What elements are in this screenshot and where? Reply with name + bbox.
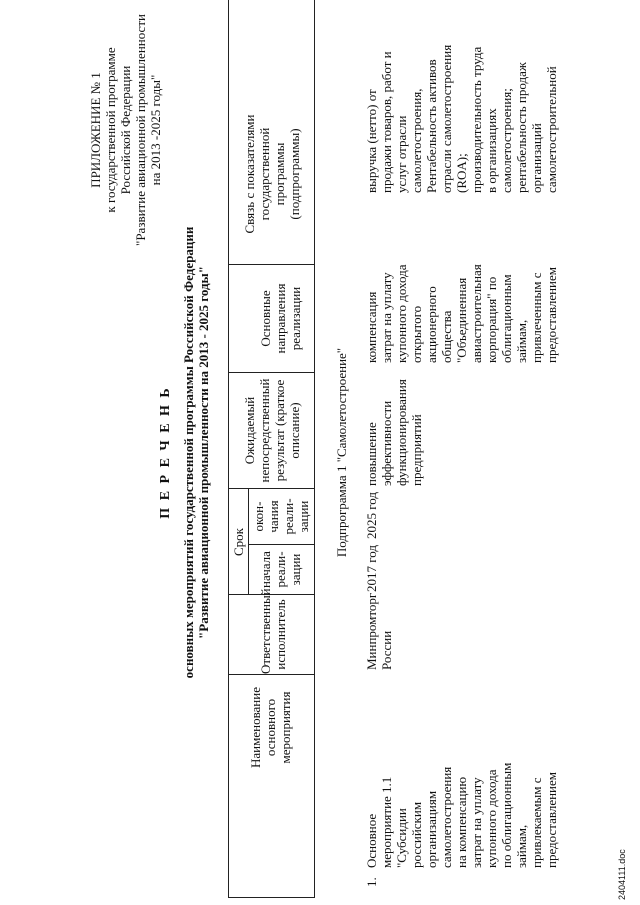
table-border-left — [228, 897, 314, 898]
term-subheader-divider — [248, 489, 249, 595]
row-number: 1. — [364, 877, 379, 887]
header-name: Наименование основного мероприятия — [248, 687, 293, 768]
header-link: Связь с показателями государственной программы (подпрограммы) — [242, 114, 302, 234]
row-executor: Минпромторг России — [364, 592, 394, 670]
appendix-line-3: Российской Федерации — [118, 65, 133, 195]
row-result: повышение эффективности функционирования предприятий — [364, 379, 424, 486]
heading-line-2: "Развитие авиационной промышленности на 2013 - 2025 годы" — [196, 266, 211, 639]
row-link: выручка (нетто) от продажи товаров, работ и услуг отрасли самолетостроения, Рентабельность активов отрасли самолетостроения (ROA); производительность труда в организациях самолетостроения; рентабельность продаж организаций самолетостроительной — [364, 44, 559, 193]
header-start: начала реали- зации — [258, 551, 303, 588]
row-start: 2017 год — [364, 545, 379, 592]
appendix-title: ПРИЛОЖЕНИЕ № 1 — [88, 72, 103, 188]
header-end: окон- чания реали- зации — [251, 498, 311, 535]
appendix-line-2: к государственной программе — [103, 47, 118, 213]
header-result: Ожидаемый непосредственный результат (краткое описание) — [242, 378, 302, 483]
subprogram-label: Подпрограмма 1 "Самолетостроение" — [334, 347, 349, 558]
row-name: Основное мероприятие 1.1 "Субсидии российским организациям самолетостроения на компенсацию затрат на уплату купонного дохода по облигационным займам, привлекаемым с предоставлением — [364, 762, 559, 868]
row-end: 2025 год — [364, 492, 379, 539]
header-directions: Основные направления реализации — [258, 283, 303, 354]
header-term: Срок — [231, 528, 246, 556]
row-directions: компенсация затрат на уплату купонного дохода открытого акционерного общества "Объединенная авиастроительная корпорация" по облигационным займам, привлеченным с предоставлением — [364, 264, 559, 363]
appendix-line-4: "Развитие авиационной промышленности — [133, 14, 148, 246]
header-executor: Ответственный исполнитель — [258, 588, 288, 674]
appendix-line-5: на 2013 -2025 годы" — [148, 74, 163, 186]
heading-line-1: основных мероприятий государственной программы Российской Федерации — [181, 226, 196, 679]
table-border-top — [228, 0, 229, 898]
document-title: П Е Р Е Ч Е Н Ь — [158, 386, 173, 519]
footer-filename: 2404111.doc — [617, 849, 627, 900]
table-border-bottom — [314, 0, 315, 898]
